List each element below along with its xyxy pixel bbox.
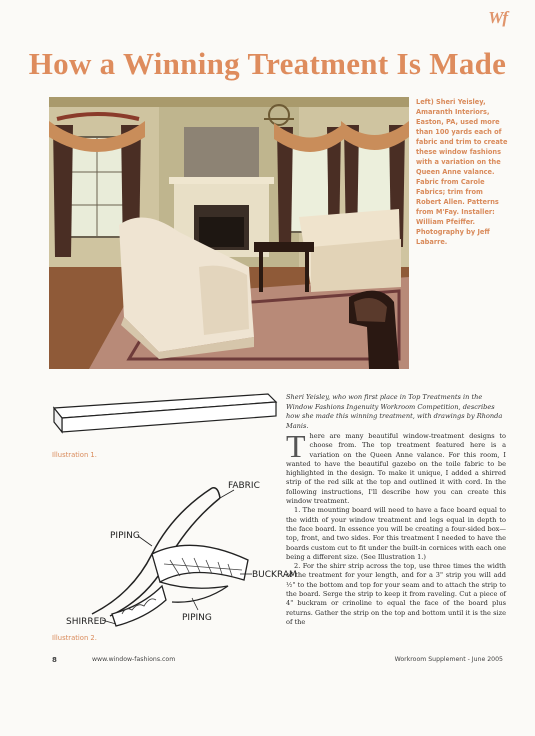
intro-part: Sheri Yeisley, who won first place in [286, 393, 409, 401]
intro-part: in the Window Fashions [286, 393, 483, 411]
article-intro [286, 393, 506, 431]
footer-supplement: Workroom Supplement - June 2005 [394, 656, 503, 663]
paragraph-1-text: here are many beautiful window-treatment designs to choose from. The top treatment featured here is a variation on the Queen Anne valance. For this room, I wanted to have the beautiful gazebo on the toile fabric to be highlighted in the design. To make it unique, I added a shirred strip of the red silk at the top and outlined it with cord. In the following instructions, I'll describe how you can create this window treatment. [286, 432, 506, 506]
buckram-label: BUCKRAM [252, 570, 297, 580]
article-body [286, 428, 506, 627]
intro-part: , describes how she made this winning treatment, with drawings by Rhonda Manis. [286, 402, 503, 430]
paragraph-3: 2. For the shirr strip across the top, use three times the width of the treatment for your length, and for a 3" strip you will add ½" to the bottom and top for your seam and to attach the strip to the board. Serge the strip to keep it from raveling. Cut a piece of 4" buckram or crinoline to equal the face of the board plus returns. Gather the strip on the top and bottom until it is the size of the [286, 562, 506, 626]
paragraph-1 [286, 428, 506, 506]
intro-part: Top Treatments [408, 393, 461, 401]
illustration-2-label: Illustration 2. [52, 634, 97, 642]
piping-bottom-label: PIPING [182, 613, 212, 623]
footer-url[interactable]: www.window-fashions.com [92, 656, 176, 663]
drop-cap: T [286, 428, 306, 464]
page-title: How a Winning Treatment Is Made [28, 46, 507, 81]
fabric-label: FABRIC [228, 481, 260, 491]
illustration-1-label: Illustration 1. [52, 451, 97, 459]
photo-caption: Left) Sheri Yeisley, Amaranth Interiors, Easton, PA, used more than 100 yards each of fabric and trim to create these window fashions with a variation on the Queen Anne valance. Fabric from Carole Fabrics; trim from Robert Allen. Patterns from M'Fay. Installer: William Pfeiffer. Photography by Jeff Labarre. [416, 98, 508, 246]
illustration-2-drawing [52, 474, 297, 634]
page-number: 8 [52, 656, 57, 664]
intro-part: Ingenuity Workroom Competition [346, 402, 459, 411]
room-photo [49, 97, 409, 369]
piping-top-label: PIPING [110, 531, 140, 541]
illustration-1-drawing [48, 388, 280, 438]
paragraph-2: 1. The mounting board will need to have a face board equal to the width of your window treatment and legs equal in depth to the face board. In essence you will be creating a four-sided box—top, front, and two sides. For this treatment I needed to have the boards custom cut to fit under the built-in cornices with each one being a different size. (See Illustration 1.) [286, 506, 506, 561]
magazine-logo: Wf [488, 8, 507, 27]
shirred-label: SHIRRED [66, 617, 107, 627]
